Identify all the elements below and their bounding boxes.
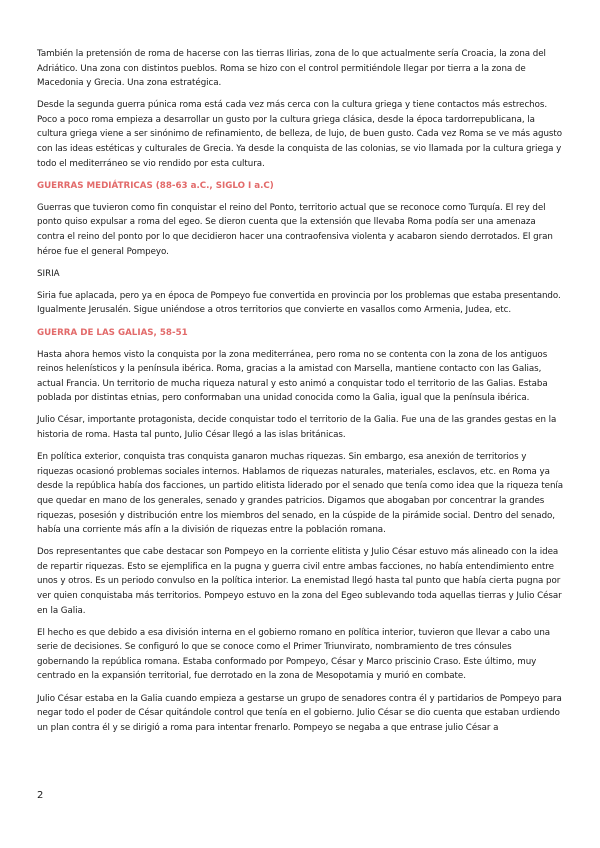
paragraph-julio-cesar: Julio César, importante protagonista, decide conquistar todo el territorio de la Galia. Fue una de las grandes gestas en la historia de roma. Hasta tal punto, Julio César llegó a las islas británicas. (37, 415, 557, 441)
paragraph-triunvirato: El hecho es que debido a esa división interna en el gobierno romano en política interior, tuvieron que llevar a cabo una serie de decisiones. Se configuró lo que se conoce como el Primer Triunvirato, nombramiento de tres cónsules gobernando la república romana. Estaba conformado por Pompeyo, César y Marco priscinio Craso. Este último, muy centrado en la expansión territorial, fue derrotado en la zona de Mesopotamia y murió en combate. (37, 627, 551, 682)
paragraph-cultura-griega: Desde la segunda guerra púnica roma está cada vez más cerca con la cultura griega y tiene contactos más estrechos. Poco a poco roma empieza a desarrollar un gusto por la cultura griega clásica, desde la época tardorrepublicana, la cultura griega viene a ser sinónimo de refinamiento, de belleza, de lujo, de buen gusto. Cada vez Roma se ve más agusto con las ideas estéticas y culturales de Grecia. Ya desde la conquista de las colonias, se vio llamada por la cultura griega y todo el mediterráneo se vio rendido por esta cultura. (37, 100, 562, 169)
paragraph-siria: Siria fue aplacada, pero ya en época de Pompeyo fue convertida en provincia por los problemas que estaba presentando. Igualmente Jerusalén. Sigue uniéndose a otros territorios que convierte en vasallos como Armenia, Judea, etc. (37, 290, 561, 316)
paragraph-politica-exterior: En política exterior, conquista tras conquista ganaron muchas riquezas. Sin embargo, esa anexión de territorios y riquezas ocasionó problemas sociales internos. Hablamos de riquezas naturales, materiales, esclavos, etc. en Roma ya desde la república había dos facciones, un partido elitista liderado por el senado que tenía como idea que la riqueza tenía que quedar en mano de los generales, senado y grandes patricios. Digamos que abogaban por concentrar la grandes riquezas, posesión y distribución entre los miembros del senado, en la cúspide de la pirámide social. Dentro del senado, había una corriente más afín a la división de riquezas entre la población romana. (37, 452, 564, 536)
heading-guerra-galias: GUERRA DE LAS GALIAS, 58-51 (37, 327, 188, 338)
paragraph-representantes: Dos representantes que cabe destacar son Pompeyo en la corriente elitista y Julio César estuvo más alineado con la idea de repartir riquezas. Esto se ejemplifica en la pugna y guerra civil entre ambas facciones, no había entendimiento entre unos y otros. Es un periodo convulso en la política interior. La enemistad llegó hasta tal punto que había cierta pugna por ver quien conquistaba más territorios. Pompeyo estuvo en la zona del Egeo sublevando toda aquellas tierras y Julio César en la Galia. (37, 547, 562, 616)
page-number: 2 (37, 790, 44, 801)
document-page (37, 47, 565, 743)
paragraph-ponto: Guerras que tuvieron como fin conquistar el reino del Ponto, territorio actual que se reconoce como Turquía. El rey del ponto quiso expulsar a roma del egeo. Se dieron cuenta que la extensión que llevaba Roma podía ser una amenaza contra el reino del ponto por lo que decidieron hacer una contraofensiva violenta y acabaron siendo derrotados. El gran héroe fue el general Pompeyo. (37, 202, 553, 257)
paragraph-senadores: Julio César estaba en la Galia cuando empieza a gestarse un grupo de senadores contra él y partidarios de Pompeyo para negar todo el poder de César quitándole control que tenía en el gobierno. Julio César se dio cuenta que estaban urdiendo un plan contra él y se dirigió a roma para intentar frenarlo. Pompeyo se negaba a que entrase julio César a (37, 693, 562, 733)
heading-guerras-mitridaticas: GUERRAS MEDIÁTRICAS (88-63 a.C., SIGLO I a.C) (37, 180, 274, 191)
paragraph-ilirias: También la pretensión de roma de hacerse con las tierras Ilirias, zona de lo que actualmente sería Croacia, la zona del Adriático. Una zona con distintos pueblos. Roma se hizo con el control permitiéndole llegar por tierra a la zona de Macedonia y Grecia. Una zona estratégica. (37, 49, 546, 89)
heading-siria: SIRIA (37, 268, 60, 279)
paragraph-galias-intro: Hasta ahora hemos visto la conquista por la zona mediterránea, pero roma no se contenta con la zona de los antiguos reinos helenísticos y la península ibérica. Roma, gracias a la amistad con Marsella, mantiene contacto con las Galias, actual Francia. Un territorio de mucha riqueza natural y esto animó a conquistar todo el territorio de las Galias. Estaba poblada por distintas etnias, pero conformaban una unidad conocida como la Galia, igual que la península ibérica. (37, 349, 548, 404)
